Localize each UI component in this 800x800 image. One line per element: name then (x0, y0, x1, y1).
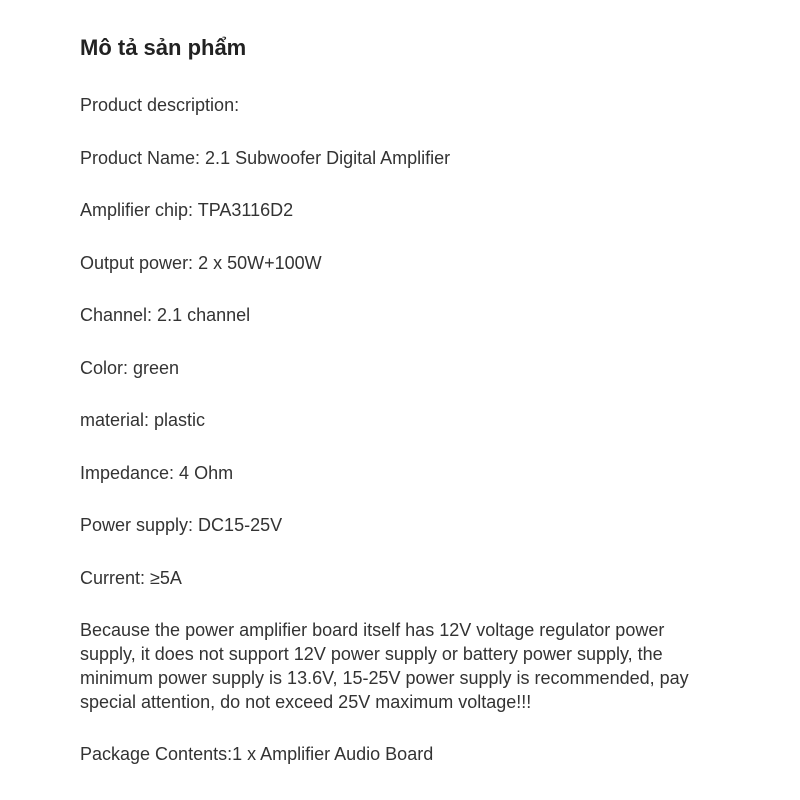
section-title: Mô tả sản phẩm (80, 35, 247, 60)
power-supply-note: Because the power amplifier board itself has 12V voltage regulator power supply, it does not support 12V power supply or battery power supply, the minimum power supply is 13.6V, 15-25V power supply is recommended, pay special attention, do not exceed 25V maximum voltage!!! (80, 620, 689, 712)
spec-product-name: Product Name: 2.1 Subwoofer Digital Amplifier (80, 147, 451, 168)
spec-power-supply: Power supply: DC15-25V (80, 515, 283, 535)
spec-amplifier-chip: Amplifier chip: TPA3116D2 (80, 200, 294, 220)
description-heading: Product description: (80, 95, 240, 115)
package-contents: Package Contents:1 x Amplifier Audio Board (80, 744, 434, 764)
spec-impedance: Impedance: 4 Ohm (80, 462, 234, 483)
spec-color: Color: green (80, 357, 180, 378)
spec-current: Current: ≥5A (80, 567, 182, 588)
product-description-panel (80, 33, 700, 795)
spec-channel: Channel: 2.1 channel (80, 305, 251, 325)
spec-output-power: Output power: 2 x 50W+100W (80, 252, 322, 273)
spec-material: material: plastic (80, 410, 206, 430)
